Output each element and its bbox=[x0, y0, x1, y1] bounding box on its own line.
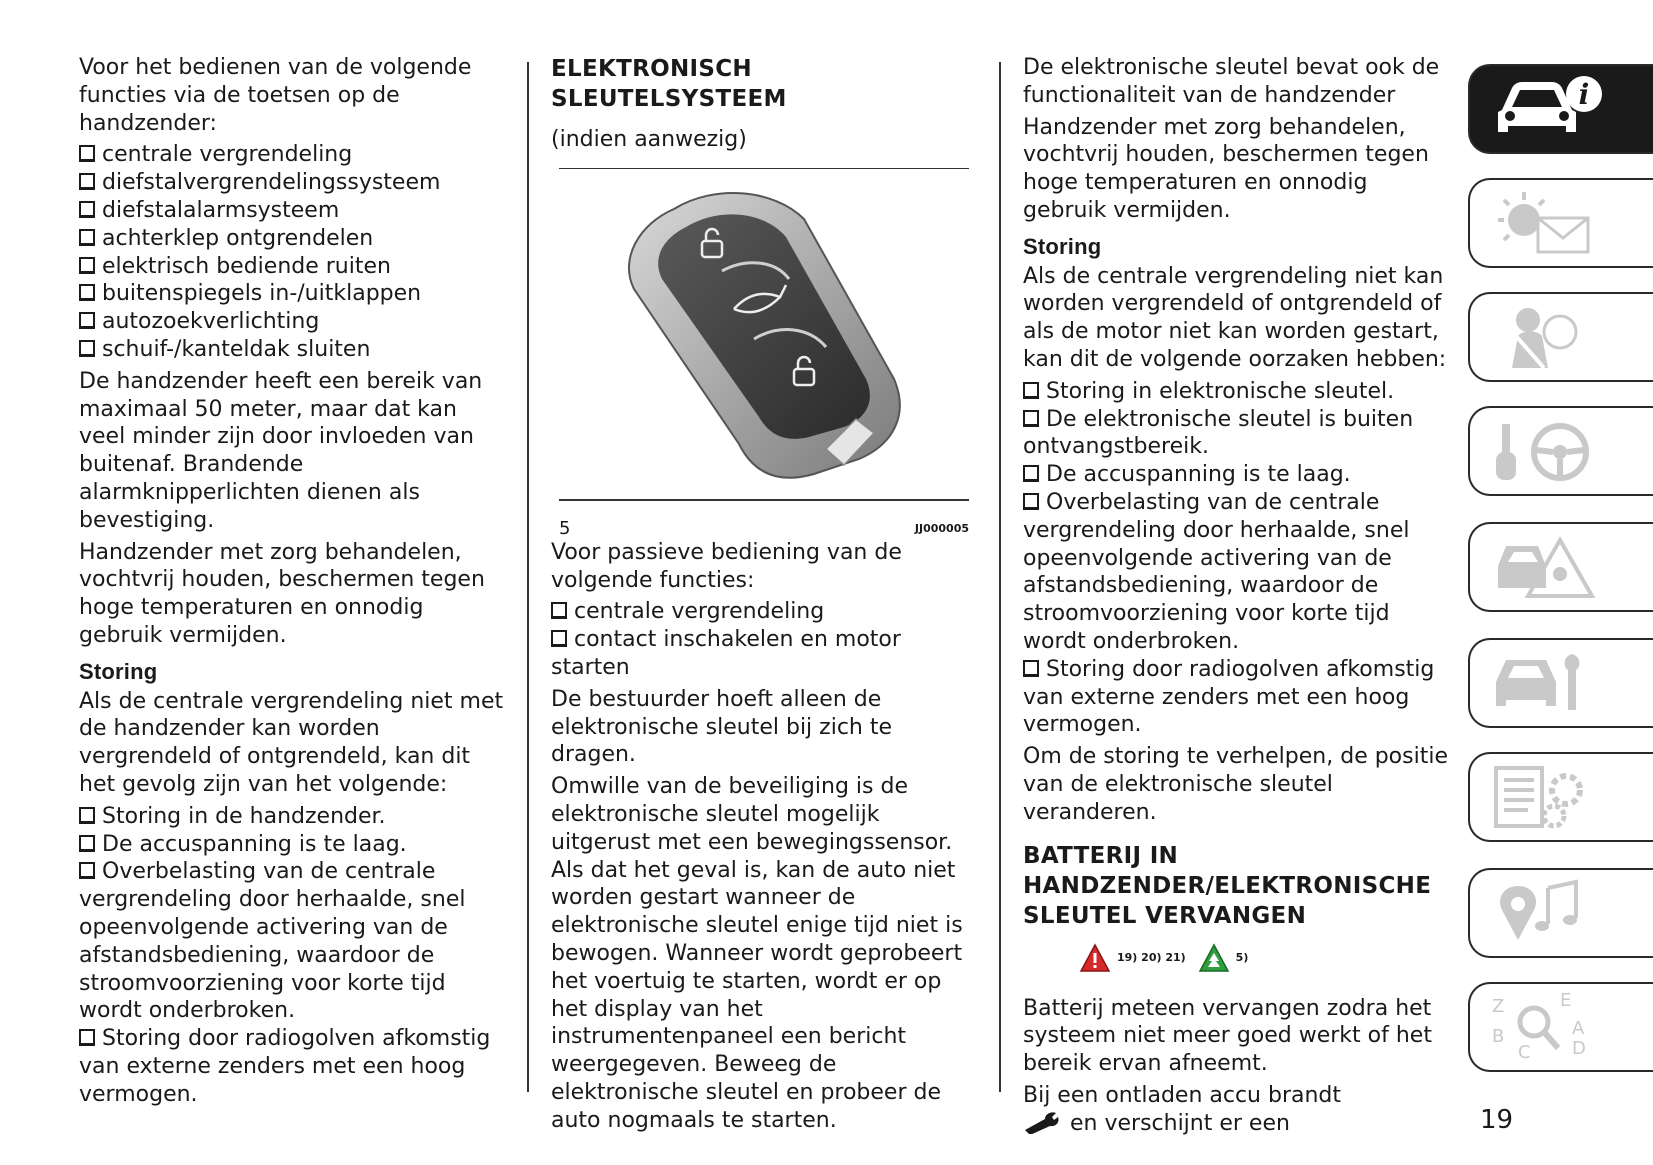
tab-maintenance[interactable] bbox=[1468, 638, 1653, 728]
list-item: autozoekverlichting bbox=[79, 308, 509, 336]
car-maintenance-icon bbox=[1488, 648, 1598, 718]
env-refs-text: 5) bbox=[1235, 950, 1249, 964]
storing-intro: Als de centrale vergrendeling niet kan worden vergrendeld of ontgrendeld of als de motor niet kan worden gestart, kan dit de volgende oorzaken hebben: bbox=[1023, 263, 1447, 372]
replace-paragraph: Batterij meteen vervangen zodra het systeem niet meer goed werkt of het bereik ervan afneemt. bbox=[1023, 995, 1432, 1077]
svg-text:A: A bbox=[1572, 1018, 1585, 1039]
list-item: diefstalvergrendelingssysteem bbox=[79, 169, 509, 197]
availability-note: (indien aanwezig) bbox=[551, 127, 747, 152]
list-item: centrale vergrendeling bbox=[79, 141, 509, 169]
svg-text:B: B bbox=[1492, 1026, 1505, 1047]
car-info-icon bbox=[1488, 74, 1608, 144]
emergency-warning-icon bbox=[1488, 532, 1598, 602]
care-paragraph: Handzender met zorg behandelen, vochtvrij houden, beschermen tegen hoge temperaturen en onnodig gebruik vermijden. bbox=[1023, 114, 1429, 223]
airbag-seatbelt-icon bbox=[1488, 302, 1598, 372]
section-heading-key-system: ELEKTRONISCH SLEUTELSYSTEEM bbox=[551, 56, 787, 112]
tab-technical-data[interactable] bbox=[1468, 752, 1653, 842]
list-item: Storing door radiogolven afkomstig van externe zenders met een hoog vermogen. bbox=[79, 1025, 509, 1108]
warning-references bbox=[1079, 943, 1453, 973]
list-item: schuif-/kanteldak sluiten bbox=[79, 336, 509, 364]
list-item: De elektronische sleutel is buiten ontvangstbereik. bbox=[1023, 406, 1453, 462]
list-item: buitenspiegels in-/uitklappen bbox=[79, 280, 509, 308]
storing-heading: Storing bbox=[1023, 233, 1102, 259]
list-item: Overbelasting van de centrale vergrendeling door herhaalde, snel opeenvolgende activering van de afstandsbediening, waardoor de stroomvoorziening voor korte tijd wordt onderbroken. bbox=[1023, 489, 1453, 656]
column-right bbox=[1023, 54, 1453, 1138]
page-number: 19 bbox=[1480, 1105, 1514, 1135]
warning-triangle-icon bbox=[1079, 943, 1111, 973]
storing-list bbox=[79, 803, 509, 1109]
column-left bbox=[79, 54, 509, 1112]
svg-text:i: i bbox=[1578, 78, 1590, 111]
handzender-function-list bbox=[79, 141, 509, 363]
tab-starting-driving[interactable] bbox=[1468, 406, 1653, 496]
section-heading-battery: BATTERIJ IN HANDZENDER/ELEKTRONISCHE SLEUTEL VERVANGEN bbox=[1023, 842, 1432, 929]
list-item: De accuspanning is te laag. bbox=[1023, 461, 1453, 489]
discharge-paragraph bbox=[1023, 1082, 1453, 1138]
storing-list bbox=[1023, 378, 1453, 739]
figure-caption bbox=[559, 519, 969, 539]
figure-bottom-rule bbox=[559, 499, 969, 501]
lights-message-icon bbox=[1488, 188, 1598, 258]
tab-car-info[interactable] bbox=[1468, 64, 1653, 154]
list-item: Storing in elektronische sleutel. bbox=[1023, 378, 1453, 406]
svg-text:D: D bbox=[1572, 1038, 1586, 1059]
figure-number: 5 bbox=[559, 517, 571, 539]
svg-text:E: E bbox=[1560, 992, 1572, 1011]
list-item: contact inschakelen en motor starten bbox=[551, 626, 971, 682]
storing-intro: Als de centrale vergrendeling niet met de handzender kan worden vergrendeld of ontgrendeld, kan dit het gevolg zijn van het volgende: bbox=[79, 688, 504, 797]
security-paragraph: Omwille van de beveiliging is de elektronische sleutel mogelijk uitgerust met een bewegingssensor. Als dat het geval is, kan de auto niet worden gestart wanneer de elektronische sleutel enige tijd niet is bewogen. Wanneer wordt geprobeert het voertuig te starten, wordt er op het display van het instrumentenpaneel een bericht weergegeven. Beweeg de elektronische sleutel en probeer de auto nogmaals te starten. bbox=[551, 774, 963, 1133]
discharge-text-2: en verschijnt er een bbox=[1070, 1110, 1290, 1136]
care-paragraph: Handzender met zorg behandelen, vochtvrij houden, beschermen tegen hoge temperaturen en onnodig gebruik vermijden. bbox=[79, 539, 485, 648]
tab-lights-messages[interactable] bbox=[1468, 178, 1653, 268]
wrench-icon bbox=[1023, 1110, 1063, 1134]
column-middle bbox=[551, 54, 971, 1139]
multimedia-icon bbox=[1488, 878, 1598, 948]
list-item: diefstalalarmsysteem bbox=[79, 197, 509, 225]
key-steering-icon bbox=[1488, 416, 1598, 486]
fix-paragraph: Om de storing te verhelpen, de positie van de elektronische sleutel veranderen. bbox=[1023, 744, 1448, 825]
warning-refs-text: 19) 20) 21) bbox=[1117, 950, 1186, 964]
tab-safety[interactable] bbox=[1468, 292, 1653, 382]
tab-index[interactable] bbox=[1468, 982, 1653, 1072]
tab-multimedia[interactable] bbox=[1468, 868, 1653, 958]
list-item: achterklep ontgrendelen bbox=[79, 225, 509, 253]
passive-intro: Voor passieve bediening van de volgende functies: bbox=[551, 539, 902, 593]
svg-text:C: C bbox=[1518, 1042, 1531, 1062]
svg-text:Z: Z bbox=[1492, 996, 1505, 1017]
discharge-text-1: Bij een ontladen accu brandt bbox=[1023, 1082, 1342, 1108]
index-search-icon bbox=[1488, 992, 1598, 1062]
driver-paragraph: De bestuurder hoeft alleen de elektronische sleutel bij zich te dragen. bbox=[551, 686, 893, 768]
list-item: Storing in de handzender. bbox=[79, 803, 509, 831]
environment-triangle-icon bbox=[1198, 943, 1230, 973]
electronic-key-image bbox=[559, 169, 969, 499]
range-paragraph: De handzender heeft een bereik van maximaal 50 meter, maar dat kan veel minder zijn door invloeden van buitenaf. Brandende alarmknipperlichten dienen als bevestiging. bbox=[79, 368, 483, 533]
tab-emergency[interactable] bbox=[1468, 522, 1653, 612]
column-divider-1 bbox=[527, 62, 529, 1092]
figure-code: JJ000005 bbox=[914, 521, 969, 535]
key-figure bbox=[559, 168, 969, 539]
handzender-intro: Voor het bedienen van de volgende functies via de toetsen op de handzender: bbox=[79, 55, 472, 136]
list-item: Storing door radiogolven afkomstig van externe zenders met een hoog vermogen. bbox=[1023, 656, 1453, 739]
specs-gear-icon bbox=[1488, 762, 1598, 832]
list-item: centrale vergrendeling bbox=[551, 598, 971, 626]
column-divider-2 bbox=[999, 62, 1001, 1092]
key-functionality-intro: De elektronische sleutel bevat ook de functionaliteit van de handzender bbox=[1023, 55, 1440, 108]
list-item: elektrisch bediende ruiten bbox=[79, 253, 509, 281]
storing-heading: Storing bbox=[79, 658, 158, 684]
list-item: Overbelasting van de centrale vergrendeling door herhaalde, snel opeenvolgende activering van de afstandsbediening, waardoor de stroomvoorziening voor korte tijd wordt onderbroken. bbox=[79, 858, 509, 1025]
list-item: De accuspanning is te laag. bbox=[79, 831, 509, 859]
passive-function-list bbox=[551, 598, 971, 681]
